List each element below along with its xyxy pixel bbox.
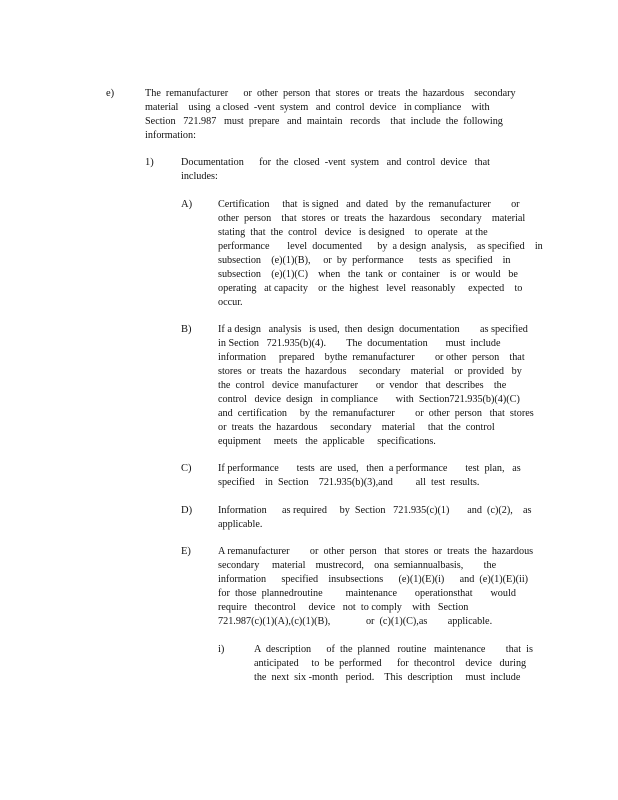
- section-e-text: [145, 87, 516, 143]
- text-line: Certification that is signed and dated by the remanufacturer or: [218, 199, 520, 210]
- item-1-text: [181, 156, 490, 184]
- item-D-text: [218, 504, 531, 532]
- text-line: in Section 721.935(b)(4). The documentation must include: [218, 338, 501, 349]
- text-line: information specified insubsections (e)(1)(E)(i) and (e)(1)(E)(ii): [218, 574, 529, 585]
- text-line: A description of the planned routine maintenance that is: [254, 644, 533, 655]
- section-e-label: e): [106, 88, 115, 99]
- text-line: operating at capacity or the highest level reasonably expected to: [218, 283, 523, 294]
- text-line: control device design in compliance with Section721.935(b)(4)(C): [218, 394, 520, 405]
- text-line: A remanufacturer or other person that stores or treats the hazardous: [218, 546, 534, 557]
- text-line: or treats the hazardous secondary material that the control: [218, 422, 495, 433]
- text-line: and certification by the remanufacturer or other person that stores: [218, 408, 534, 419]
- item-i-text: [254, 643, 533, 685]
- item-1-label: 1): [145, 157, 154, 168]
- text-line: stores or treats the hazardous secondary material or provided by: [218, 366, 522, 377]
- text-line: 721.987(c)(1)(A),(c)(1)(B), or (c)(1)(C),as applicable.: [218, 616, 493, 627]
- text-line: If a design analysis is used, then design documentation as specified: [218, 324, 528, 335]
- text-line: information prepared bythe remanufacturer or other person that: [218, 352, 525, 363]
- item-B-text: [218, 323, 534, 449]
- text-line: Section 721.987 must prepare and maintain records that include the following: [145, 116, 503, 127]
- text-line: require thecontrol device not to comply with Section: [218, 602, 469, 613]
- text-line: information:: [145, 130, 196, 141]
- text-line: other person that stores or treats the hazardous secondary material: [218, 213, 526, 224]
- item-A-label: A): [181, 199, 193, 210]
- text-line: includes:: [181, 171, 218, 182]
- text-line: subsection (e)(1)(C) when the tank or container is or would be: [218, 269, 518, 280]
- text-line: If performance tests are used, then a performance test plan, as: [218, 463, 521, 474]
- text-line: stating that the control device is designed to operate at the: [218, 227, 488, 238]
- item-E-label: E): [181, 546, 191, 557]
- text-line: performance level documented by a design analysis, as specified in: [218, 241, 543, 252]
- item-C-label: C): [181, 463, 192, 474]
- item-C-text: [218, 462, 521, 490]
- text-line: subsection (e)(1)(B), or by performance tests as specified in: [218, 255, 511, 266]
- text-line: anticipated to be performed for thecontrol device during: [254, 658, 527, 669]
- text-line: for those plannedroutine maintenance operationsthat would: [218, 588, 516, 599]
- item-A-text: [218, 198, 543, 310]
- text-line: applicable.: [218, 519, 263, 530]
- text-line: Information as required by Section 721.935(c)(1) and (c)(2), as: [218, 505, 532, 516]
- text-line: Documentation for the closed -vent system and control device that: [181, 157, 490, 168]
- text-line: secondary material mustrecord, ona semiannualbasis, the: [218, 560, 497, 571]
- item-i-label: i): [218, 644, 225, 655]
- text-line: specified in Section 721.935(b)(3),and all test results.: [218, 477, 480, 488]
- text-line: occur.: [218, 297, 243, 308]
- text-line: equipment meets the applicable specifications.: [218, 436, 436, 447]
- text-line: The remanufacturer or other person that stores or treats the hazardous secondary: [145, 88, 516, 99]
- text-line: material using a closed -vent system and control device in compliance with: [145, 102, 490, 113]
- item-D-label: D): [181, 505, 193, 516]
- item-E-text: [218, 545, 533, 629]
- text-line: the control device manufacturer or vendor that describes the: [218, 380, 507, 391]
- text-line: the next six -month period. This description must include: [254, 672, 521, 683]
- item-B-label: B): [181, 324, 192, 335]
